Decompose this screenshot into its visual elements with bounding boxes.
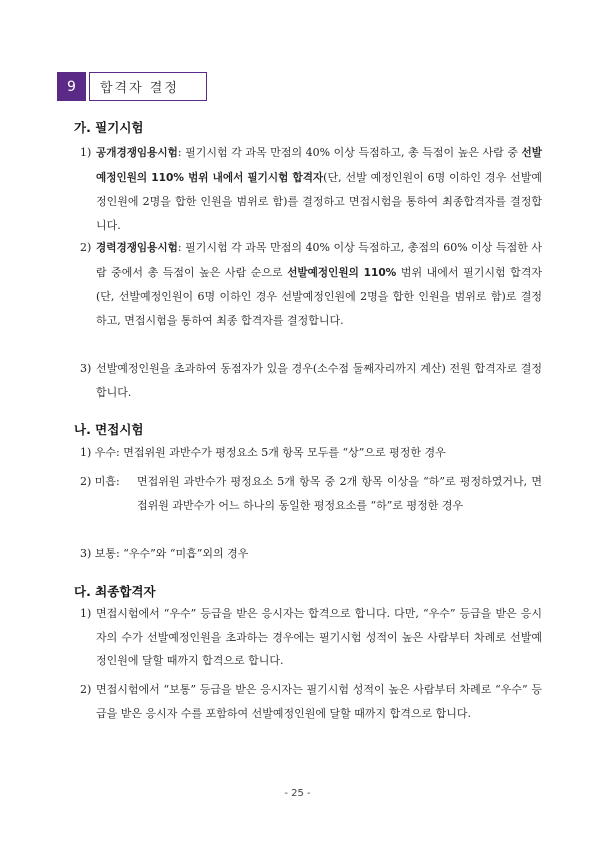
- list-item: [80, 678, 542, 725]
- list-item-text: 면접위원 과반수가 평정요소 5개 항목 중 2개 항목 이상을 “하”로 평정하였거나, 면접위원 과반수가 어느 하나의 동일한 평정요소를 “하”로 평정한 경우: [137, 475, 542, 512]
- bold-term: 경력경쟁임용시험: [96, 242, 178, 254]
- item-text: [96, 141, 542, 237]
- item-text: 선발예정인원을 초과하여 동점자가 있을 경우(소수점 둘째자리까지 계산) 전원 합격자로 결정합니다.: [96, 362, 542, 399]
- item-text-part: : 필기시험 각 과목 만점의 40% 이상 득점하고, 총 득점이 높은 사람 중: [177, 146, 522, 159]
- item-number: 1): [80, 607, 92, 620]
- list-item-head: 2) 미흡:: [80, 475, 120, 488]
- item-text-part: (단, 선발 예정인원이 6명 이하인 경우 선발예정인원에 2명을 합한 인원을 범위로 함)를 결정하고 면접시험을 통하여 최종합격자를 결정합니다.: [96, 170, 542, 232]
- section-header: [57, 72, 207, 101]
- item-number: 3): [80, 362, 92, 375]
- bold-term: 선발예정인원의 110%: [287, 266, 397, 279]
- section-number: 9: [57, 72, 86, 101]
- list-item: [80, 602, 542, 673]
- item-text: [96, 236, 542, 332]
- subsection-title-interview: 나. 면접시험: [74, 422, 144, 437]
- bold-term: 선발예정인원의 110% 범위 내에서 필기시험 합격자: [96, 147, 542, 184]
- list-item: 3) 보통: “우수”와 “미흡”외의 경우: [80, 547, 249, 560]
- item-text: 면접시험에서 “보통” 등급을 받은 응시자는 필기시험 성적이 높은 사람부터 차례로 “우수” 등급을 받은 응시자 수를 포함하여 선발예정인원에 달할 때까지 합격으로 합니다.: [96, 683, 542, 720]
- page-number: - 25 -: [284, 788, 311, 799]
- list-item: 1) 우수: 면접위원 과반수가 평정요소 5개 항목 모두를 “상”으로 평정한 경우: [80, 446, 446, 459]
- item-number: 2): [80, 241, 92, 254]
- bold-term: 공개경쟁임용시험: [96, 147, 178, 159]
- item-number: 2): [80, 683, 92, 696]
- item-number: 1): [80, 146, 92, 159]
- list-item: [80, 236, 542, 332]
- item-text: 면접시험에서 “우수” 등급을 받은 응시자는 합격으로 합니다. 다만, “우수” 등급을 받은 응시자의 수가 선발예정인원을 초과하는 경우에는 필기시험 성적이 높은 사람부터 차례로 선발예정인원에 달할 때까지 합격으로 합니다.: [96, 607, 542, 667]
- section-title: 합격자 결정: [89, 72, 207, 101]
- list-item: [80, 357, 542, 404]
- list-item: [80, 141, 542, 237]
- subsection-title-final: 다. 최종합격자: [74, 584, 156, 599]
- subsection-title-written-exam: 가. 필기시험: [74, 120, 144, 135]
- item-text-part: : 필기시험 각 과목 만점의 40% 이상 득점하고, 총점의 60% 이상 득점한 사람 중에서 총 득점이 높은 사람 순으로: [96, 241, 542, 279]
- item-text-part: 범위 내에서 필기시험 합격자(단, 선발예정인원이 6명 이하인 경우 선발예정인원에 2명을 합한 인원을 범위로 함)로 결정하고, 면접시험을 통하여 최종 합격자를 결정합니다.: [96, 265, 542, 327]
